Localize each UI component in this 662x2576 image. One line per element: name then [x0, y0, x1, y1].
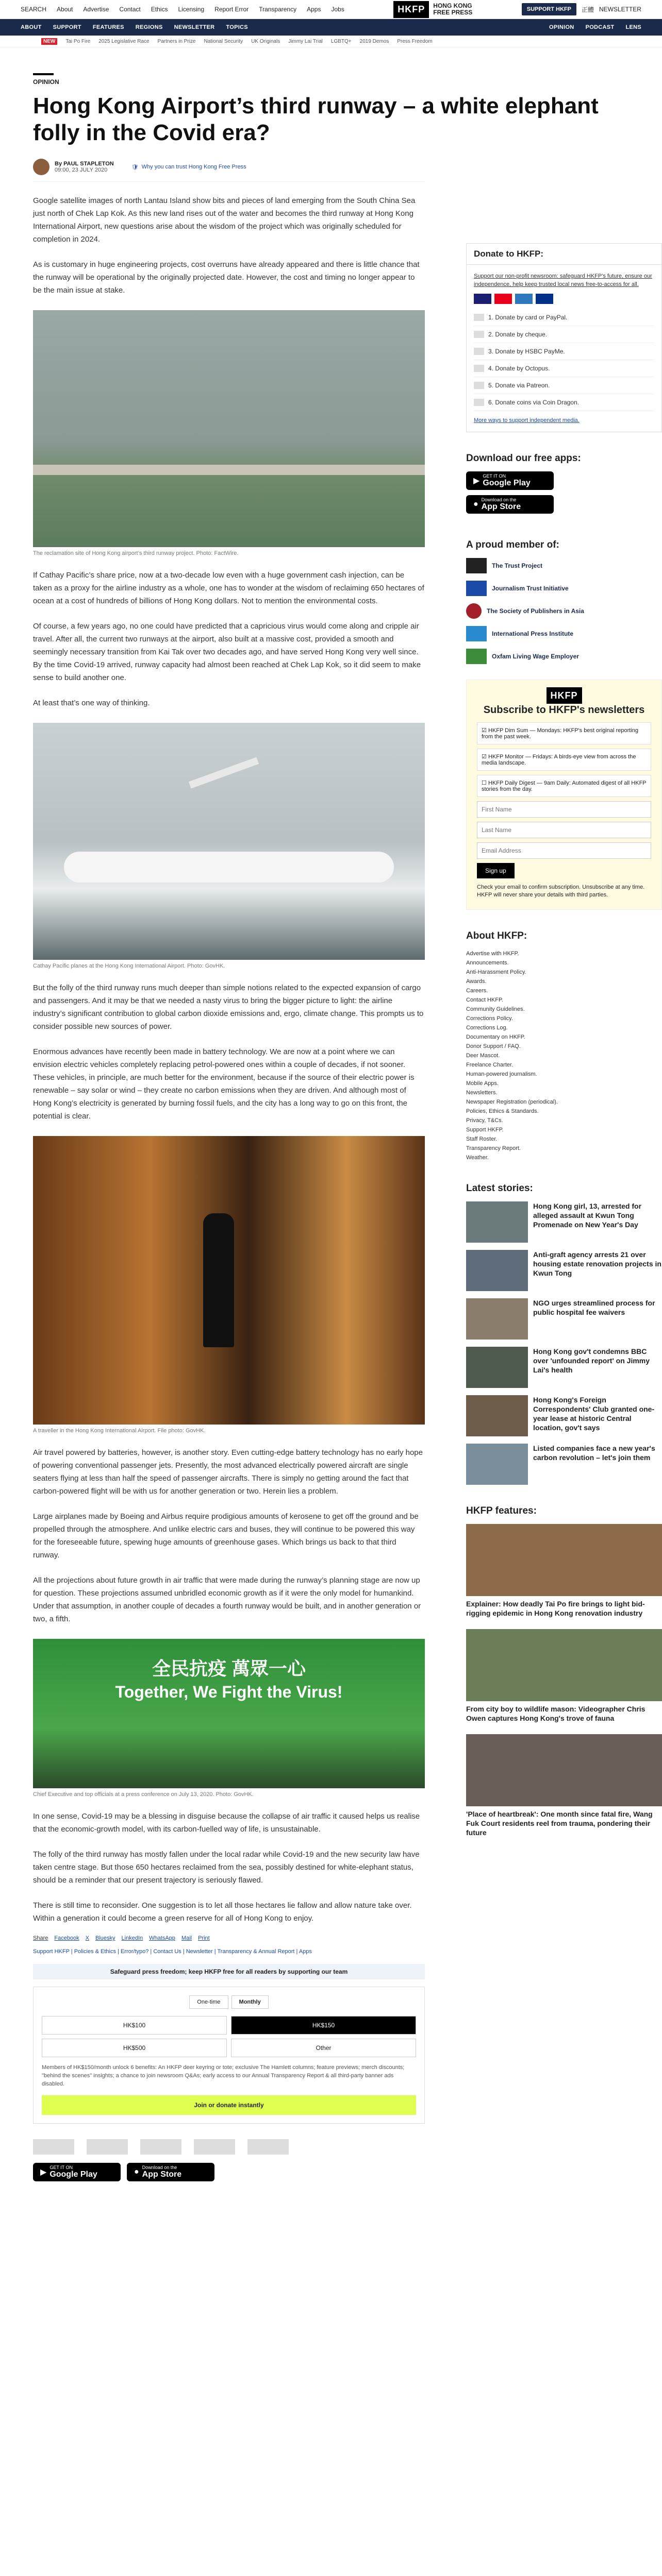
ipi-logo[interactable]	[194, 2139, 235, 2155]
donate-more-link[interactable]: More ways to support independent media.	[474, 417, 580, 423]
site-logo[interactable]	[393, 1, 472, 18]
section-label[interactable]: OPINION	[33, 73, 54, 86]
newsletter-title: Subscribe to HKFP's newsletters	[483, 704, 645, 716]
visa-icon	[474, 294, 491, 304]
member-trust-project[interactable]: The Trust Project	[466, 558, 662, 573]
tab-one-time[interactable]: One-time	[189, 1995, 228, 2009]
share-whatsapp[interactable]: WhatsApp	[149, 1935, 175, 1941]
paragraph: Of course, a few years ago, no one could have predicted that a capricious virus would come along and cripple air travel. After all, the current two runways at the airport, also built at a massive cost, provided a smooth and seemingly necessary transition from Kai Tak over two decades ago, and have served Hong Kong very well since. By the time Covid-19 arrived, runway capacity had almost been reached at Chek Lap Kok, so it did seem to make sense to build another one.	[33, 622, 421, 682]
features-list	[466, 1524, 662, 1837]
utility-link-search[interactable]: SEARCH	[21, 6, 47, 13]
about-link[interactable]: Deer Mascot.	[466, 1053, 500, 1059]
about-link[interactable]: Awards.	[466, 978, 487, 985]
donate-box	[466, 243, 662, 432]
language-switch[interactable]: 正體	[581, 6, 594, 13]
email-field[interactable]	[477, 842, 651, 859]
donate-option[interactable]: 2. Donate by cheque.	[474, 326, 654, 343]
reclaimed-land-shape	[33, 465, 425, 475]
figure-press-conference	[33, 1639, 425, 1798]
oxfam-logo[interactable]	[247, 2139, 289, 2155]
paragraph: At least that’s one way of thinking.	[33, 699, 150, 707]
figure-reclamation	[33, 310, 425, 556]
utility-link-advertise[interactable]: Advertise	[83, 6, 109, 13]
ipi-logo	[466, 626, 487, 641]
utility-link-licensing[interactable]: Licensing	[178, 6, 205, 13]
logo-text: HONG KONG FREE PRESS	[433, 2, 473, 16]
plane-fuselage-shape	[64, 852, 394, 883]
photo-caption: Chief Executive and top officials at a press conference on July 13, 2020. Photo: GovHK.	[33, 1791, 254, 1798]
support-button[interactable]: SUPPORT HKFP	[522, 3, 576, 15]
about-link[interactable]: Corrections Policy.	[466, 1015, 513, 1022]
nav-lens[interactable]: LENS	[625, 24, 641, 30]
safeguard-banner: Safeguard press freedom; keep HKFP free for all readers by supporting our team	[33, 1964, 425, 1979]
utility-link-about[interactable]: About	[57, 6, 73, 13]
about-link[interactable]: Weather.	[466, 1155, 489, 1161]
latest-story[interactable]: Anti-graft agency arrests 21 over housing estate renovation projects in Kwun Tong	[466, 1250, 662, 1291]
paragraph: All the projections about future growth in air traffic that were made during the runway’s planning stage are now up for question. These projections assumed unbridled economic growth as if it were the only model for humankind. Under that assumption, in another couple of decades a fourth runway would be built, and in another generation or two, a fifth.	[33, 1576, 421, 1623]
amount-option-selected[interactable]: HK$150	[231, 2016, 416, 2035]
story-thumbnail	[466, 1395, 528, 1436]
footer-member-logos	[0, 2139, 662, 2155]
newsletter-logo: HKFP	[547, 687, 582, 704]
donate-form	[33, 1987, 425, 2124]
donate-option[interactable]: 5. Donate via Patreon.	[474, 377, 654, 394]
feature-story[interactable]: From city boy to wildlife mason: Videographer Chris Owen captures Hong Kong's trove of fauna	[466, 1629, 662, 1723]
utility-link-jobs[interactable]: Jobs	[331, 6, 344, 13]
feature-thumbnail	[466, 1629, 662, 1701]
join-button[interactable]: Join or donate instantly	[42, 2095, 416, 2115]
payment-icons	[474, 294, 654, 304]
nav-support[interactable]: SUPPORT	[53, 24, 81, 30]
donate-inner	[467, 265, 661, 432]
nav-podcast[interactable]: PODCAST	[585, 24, 615, 30]
newsletter-link[interactable]: NEWSLETTER	[599, 6, 641, 13]
nav-topics[interactable]: TOPICS	[226, 24, 248, 30]
trust-project-logo	[466, 558, 487, 573]
trust-link[interactable]	[131, 164, 246, 171]
story-thumbnail	[466, 1201, 528, 1243]
signup-button[interactable]: Sign up	[477, 863, 515, 878]
trending-link[interactable]: National Security	[204, 38, 243, 44]
tab-monthly[interactable]: Monthly	[231, 1995, 269, 2009]
story-thumbnail	[466, 1298, 528, 1340]
nav-features[interactable]: FEATURES	[92, 24, 124, 30]
utility-link-contact[interactable]: Contact	[119, 6, 141, 13]
share-print[interactable]: Print	[198, 1935, 210, 1941]
sidebar	[466, 243, 662, 2124]
paragraph: But the folly of the third runway runs much deeper than simple notions related to the expected expansion of cargo and passengers. And it may be that we needed a nasty virus to bring the bigger picture to light: the airline industry’s significant contribution to global carbon dioxide emissions and, ergo, climate change. This prompts us to consider possible new sources of power.	[33, 984, 424, 1031]
paragraph: There is still time to reconsider. One suggestion is to let all those hectares lie fallow and allow nature take over. Within a generation it could become a green reserve for all of Hong Kong to enjoy.	[33, 1901, 412, 1923]
about-list	[466, 949, 662, 1162]
nav-about[interactable]: ABOUT	[21, 24, 42, 30]
trending-link[interactable]: UK Originals	[251, 38, 280, 44]
banner-chinese: 全民抗疫 萬眾一心	[152, 1658, 306, 1679]
trending-bar	[0, 36, 662, 47]
jti-logo	[466, 581, 487, 596]
story-thumbnail	[466, 1250, 528, 1291]
amount-option[interactable]: Other	[231, 2039, 416, 2057]
trending-link[interactable]: Jimmy Lai Trial	[288, 38, 323, 44]
apps-heading: Download our free apps:	[466, 453, 581, 464]
about-link[interactable]: Policies, Ethics & Standards.	[466, 1108, 539, 1114]
latest-heading: Latest stories:	[466, 1183, 533, 1194]
utility-actions	[522, 3, 641, 15]
about-link[interactable]: Corrections Log.	[466, 1025, 508, 1031]
nav-right-group	[549, 24, 641, 30]
latest-story[interactable]: Hong Kong gov't condemns BBC over 'unfounded report' on Jimmy Lai's health	[466, 1347, 662, 1388]
paragraph: If Cathay Pacific’s share price, now at a two-decade low even with a huge government cash injection, can be taken as a proxy for the airline industry as a whole, one has to wonder at the wisdom of reclaiming 650 hectares of ocean at a cost of hundreds of billions of Hong Kong dollars. Not to mention the environmental costs.	[33, 571, 424, 605]
app-store-badge[interactable]: ● Download on the App Store	[127, 2163, 214, 2181]
figure-traveller	[33, 1136, 425, 1434]
play-icon: ▶	[40, 2168, 47, 2177]
sopa-logo	[466, 603, 482, 619]
members-heading: A proud member of:	[466, 539, 559, 550]
utility-link-apps[interactable]: Apps	[307, 6, 321, 13]
photo-caption: The reclamation site of Hong Kong airport’s third runway project. Photo: FactWire.	[33, 550, 239, 556]
play-icon: ▶	[473, 477, 480, 485]
checkbox-icon: ☑	[482, 727, 487, 734]
photo-reclamation[interactable]	[33, 310, 425, 547]
paypal-icon	[536, 294, 553, 304]
trending-link[interactable]: 2019 Demos	[359, 38, 389, 44]
article-header	[33, 73, 599, 182]
checkbox-icon: ☑	[482, 754, 487, 760]
payment-method-icon	[474, 399, 484, 406]
newsletter-box	[466, 680, 662, 910]
latest-story[interactable]: Hong Kong's Foreign Correspondents' Club granted one-year lease at historic Central location, gov't says	[466, 1395, 662, 1436]
top-utility-bar	[0, 0, 662, 19]
share-linkedin[interactable]: LinkedIn	[121, 1935, 143, 1941]
publish-date: 09:00, 23 JULY 2020	[55, 167, 108, 173]
share-bar	[33, 1935, 425, 1941]
about-link[interactable]: Support HKFP.	[466, 1127, 504, 1133]
paragraph: Enormous advances have recently been made in battery technology. We are now at a point where we can envision electric vehicles completely replacing petrol-powered ones within a couple of decades, if not sooner. These vehicles, in principle, are much better for the environment, because if the source of their electric power is renewable – say solar or wind – they create no carbon emissions when they are driven. And although most of Hong Kong’s electricity is generated by burning fossil fuels, and the city has a long way to go on this front, the potential is clear.	[33, 1047, 415, 1121]
byline-text	[55, 161, 114, 173]
paragraph: In one sense, Covid-19 may be a blessing in disguise because the collapse of air traffic it caused helps us realise that the economic-growth model, with its carbon-fuelled way of life, is unsustainable.	[33, 1812, 420, 1834]
about-link[interactable]: Newsletters.	[466, 1090, 498, 1096]
about-link[interactable]: Privacy, T&Cs.	[466, 1117, 503, 1124]
newsletter-note: Check your email to confirm subscription. Unsubscribe at any time. HKFP will never share your details with third parties.	[477, 884, 645, 898]
feature-thumbnail	[466, 1734, 662, 1806]
main-navigation	[0, 19, 662, 36]
oxfam-logo	[466, 649, 487, 664]
about-link[interactable]: Community Guidelines.	[466, 1006, 525, 1012]
amount-options	[42, 2016, 416, 2057]
photo-caption: Cathay Pacific planes at the Hong Kong International Airport. Photo: GovHK.	[33, 963, 225, 969]
about-link[interactable]: Human-powered journalism.	[466, 1071, 537, 1077]
member-benefits-note: Members of HK$150/month unlock 6 benefits: An HKFP deer keyring or tote; exclusive The Hamlett columns; feature previews; merch discounts; "behind the scenes" insights; a chance to join newsroom Q&As; early access to our Annual Transparency Report & all third-party banner ads disabled.	[42, 2064, 405, 2087]
about-link[interactable]: Advertise with HKFP.	[466, 951, 519, 957]
photo-caption: A traveller in the Hong Kong International Airport. File photo: GovHK.	[33, 1428, 206, 1434]
donate-option[interactable]: 1. Donate by card or PayPal.	[474, 309, 654, 326]
author-avatar	[33, 159, 49, 175]
newsletter-option[interactable]: ☑ HKFP Dim Sum — Mondays: HKFP's best original reporting from the past week.	[477, 722, 651, 744]
latest-story[interactable]: Listed companies face a new year's carbon revolution – let's join them	[466, 1444, 662, 1485]
byline	[33, 159, 425, 182]
newsletter-option[interactable]: ☑ HKFP Monitor — Fridays: A birds-eye view from across the media landscape.	[477, 749, 651, 771]
about-link[interactable]: Careers.	[466, 988, 488, 994]
trending-link[interactable]: Press Freedom	[397, 38, 433, 44]
amount-option[interactable]: HK$500	[42, 2039, 227, 2057]
content-wrapper	[0, 78, 662, 2124]
donate-option[interactable]: 6. Donate coins via Coin Dragon.	[474, 394, 654, 411]
feature-thumbnail	[466, 1524, 662, 1596]
share-bluesky[interactable]: Bluesky	[95, 1935, 115, 1941]
about-link[interactable]: Documentary on HKFP.	[466, 1034, 525, 1040]
traveller-silhouette-shape	[203, 1213, 234, 1347]
nav-regions[interactable]: REGIONS	[135, 24, 163, 30]
new-badge: NEW	[41, 38, 57, 45]
features-heading: HKFP features:	[466, 1505, 537, 1516]
trending-link[interactable]: 2025 Legislative Race	[98, 38, 150, 44]
member-sopa[interactable]: The Society of Publishers in Asia	[466, 603, 662, 619]
photo-traveller[interactable]	[33, 1136, 425, 1425]
plane-taking-off-shape	[189, 757, 259, 788]
frequency-tabs	[42, 1995, 416, 2009]
shield-icon: 🛡	[131, 164, 139, 171]
author-name[interactable]: By PAUL STAPLETON	[55, 161, 114, 167]
payment-method-icon	[474, 365, 484, 372]
newsletter-option[interactable]: ☐ HKFP Daily Digest — 9am Daily: Automated digest of all HKFP stories from the day.	[477, 775, 651, 797]
trust-link-label: Why you can trust Hong Kong Free Press	[141, 164, 246, 170]
amex-icon	[515, 294, 533, 304]
feature-story[interactable]: 'Place of heartbreak': One month since fatal fire, Wang Fuk Court residents reel from trauma, pondering their future	[466, 1734, 662, 1837]
donate-option[interactable]: 3. Donate by HSBC PayMe.	[474, 343, 654, 360]
apple-icon: ●	[473, 500, 478, 509]
paragraph: Google satellite images of north Lantau Island show bits and pieces of land emerging from the South China Sea just north of Chek Lap Kok. As this new land rises out of the water and becomes the third runway at Hong Kong International Airport, new questions arise about the wisdom of the project which was originally scheduled for completion in 2024.	[33, 196, 416, 244]
share-facebook[interactable]: Facebook	[54, 1935, 79, 1941]
member-jti[interactable]: Journalism Trust Initiative	[466, 581, 662, 596]
google-play-badge[interactable]: ▶ GET IT ON Google Play	[33, 2163, 121, 2181]
figure-cathay	[33, 723, 425, 969]
paragraph: As is customary in huge engineering projects, cost overruns have already appeared and there is little chance that the runway will be operational by the originally projected date. However, the cost and timing no longer appear to be the main issue at stake.	[33, 260, 420, 295]
feature-story[interactable]: Explainer: How deadly Tai Po fire brings to light bid-rigging epidemic in Hong Kong renovation industry	[466, 1524, 662, 1618]
last-name-field[interactable]	[477, 822, 651, 838]
paragraph: The folly of the third runway has mostly fallen under the local radar while Covid-19 and the new security law have taken centre stage. But those 650 hectares reclaimed from the sea, possibly destined for white-elephant status, should be a reminder that our present trajectory is seriously flawed.	[33, 1850, 420, 1885]
banner-english: Together, We Fight the Virus!	[115, 1683, 343, 1701]
photo-cathay-planes[interactable]	[33, 723, 425, 960]
paragraph: Air travel powered by batteries, however, is another story. Even cutting-edge battery technology has no early hope of powering conventional passenger jets. Presently, the most advanced electrically powered aircraft are single seaters flying at less than half the speed of passenger aircrafts. There is simply no getting around the fact that carbon-powered flight will be with us for another generation or two. Herein lies a problem.	[33, 1448, 423, 1496]
about-link[interactable]: Donor Support / FAQ.	[466, 1043, 521, 1049]
article-title: Hong Kong Airport’s third runway – a white elephant folly in the Covid era?	[33, 93, 599, 145]
jti-logo[interactable]	[87, 2139, 128, 2155]
share-mail[interactable]: Mail	[181, 1935, 192, 1941]
latest-list	[466, 1201, 662, 1485]
member-oxfam[interactable]: Oxfam Living Wage Employer	[466, 649, 662, 664]
trust-project-logo[interactable]	[33, 2139, 74, 2155]
sopa-logo[interactable]	[140, 2139, 181, 2155]
story-thumbnail	[466, 1444, 528, 1485]
story-thumbnail	[466, 1347, 528, 1388]
about-link[interactable]: Announcements.	[466, 960, 509, 966]
payment-method-icon	[474, 348, 484, 355]
donate-text[interactable]: Support our non-profit newsroom: safeguard HKFP's future, ensure our independence, help keep trusted local news free-to-access for all.	[474, 273, 652, 287]
payment-method-icon	[474, 382, 484, 389]
share-label: Share	[33, 1935, 48, 1941]
about-link[interactable]: Anti-Harassment Policy.	[466, 969, 526, 975]
mastercard-icon	[494, 294, 512, 304]
google-play-badge[interactable]: ▶ GET IT ON Google Play	[466, 471, 554, 490]
about-link[interactable]: Contact HKFP.	[466, 997, 503, 1003]
payment-method-icon	[474, 314, 484, 321]
logo-mark: HKFP	[393, 1, 429, 18]
about-link[interactable]: Freelance Charter.	[466, 1062, 514, 1068]
nav-opinion[interactable]: OPINION	[549, 24, 574, 30]
trending-link[interactable]: Tai Po Fire	[65, 38, 91, 44]
trending-link[interactable]: Partners in Prize	[157, 38, 196, 44]
app-store-badge[interactable]: ● Download on the App Store	[466, 495, 554, 514]
utility-link-report-error[interactable]: Report Error	[214, 6, 249, 13]
member-ipi[interactable]: International Press Institute	[466, 626, 662, 641]
donate-option[interactable]: 4. Donate by Octopus.	[474, 360, 654, 377]
about-link[interactable]: Transparency Report.	[466, 1145, 521, 1151]
about-link[interactable]: Mobile Apps.	[466, 1080, 499, 1087]
latest-story[interactable]: Hong Kong girl, 13, arrested for alleged assault at Kwun Tong Promenade on New Year's Day	[466, 1201, 662, 1243]
amount-option[interactable]: HK$100	[42, 2016, 227, 2035]
about-heading: About HKFP:	[466, 930, 527, 941]
nav-newsletter[interactable]: NEWSLETTER	[174, 24, 215, 30]
latest-story[interactable]: NGO urges streamlined process for public hospital fee waivers	[466, 1298, 662, 1340]
utility-links	[21, 6, 344, 13]
first-name-field[interactable]	[477, 801, 651, 818]
apple-icon: ●	[134, 2167, 139, 2176]
app-badges	[466, 471, 662, 519]
checkbox-icon: ☐	[482, 780, 487, 786]
donate-title: Donate to HKFP:	[467, 244, 661, 265]
article-body	[33, 194, 425, 2124]
footer-app-badges	[0, 2155, 662, 2195]
payment-method-icon	[474, 331, 484, 338]
utility-link-transparency[interactable]: Transparency	[259, 6, 297, 13]
about-link[interactable]: Staff Roster.	[466, 1136, 498, 1142]
paragraph: Large airplanes made by Boeing and Airbus require prodigious amounts of kerosene to get off the ground and be propelled through the atmosphere. And unlike electric cars and buses, they will continue to be powered this way for the foreseeable future, spewing huge amounts of greenhouse gases. Which brings us back to that third runway.	[33, 1512, 419, 1560]
utility-link-ethics[interactable]: Ethics	[151, 6, 168, 13]
about-link[interactable]: Newspaper Registration (periodical).	[466, 1099, 558, 1105]
photo-press-conference[interactable]	[33, 1639, 425, 1788]
trending-link[interactable]: LGBTQ+	[330, 38, 352, 44]
footer-links[interactable]: Support HKFP | Policies & Ethics | Error/typo? | Contact Us | Newsletter | Transparency & Annual Report | Apps	[33, 1948, 312, 1955]
share-x[interactable]: X	[85, 1935, 90, 1941]
